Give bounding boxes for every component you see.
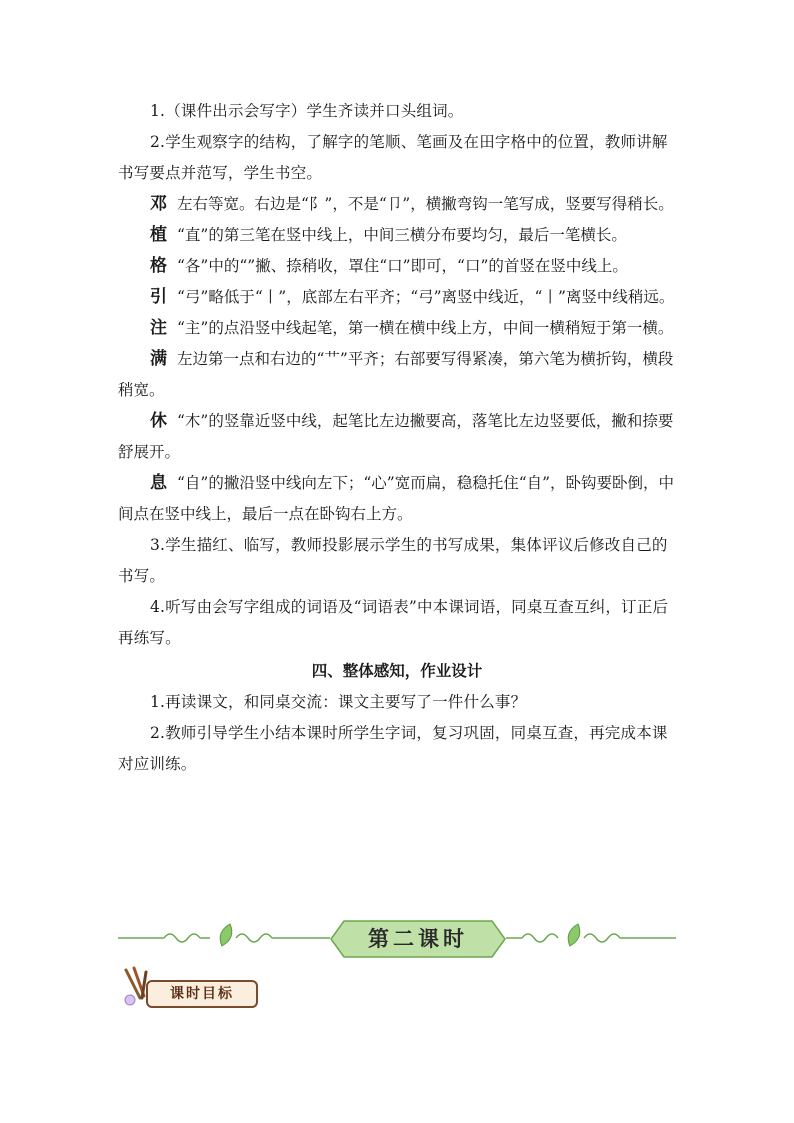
- paragraph: 1.（课件出示会写字）学生齐读并口头组词。: [150, 102, 464, 120]
- char-note: [118, 406, 676, 468]
- paragraph: 2.学生观察字的结构，了解字的笔顺、笔画及在田字格中的位置，教师讲解书写要点并范写，学生书空。: [118, 133, 668, 182]
- char-label: 息: [150, 473, 167, 493]
- char-desc: “弓”略低于“丨”，底部左右平齐；“弓”离竖中线近，“丨”离竖中线稍远。: [177, 288, 675, 306]
- document-body: [118, 96, 676, 780]
- lesson-banner: [118, 916, 676, 960]
- char-desc: 左边第一点和右边的“艹”平齐；右部要写得紧凑，第六笔为横折钩，横段稍宽。: [118, 350, 674, 399]
- char-desc: “主”的点沿竖中线起笔，第一横在横中线上方，中间一横稍短于第一横。: [177, 319, 674, 337]
- char-label: 植: [150, 225, 167, 245]
- char-note: [118, 220, 676, 251]
- char-label: 满: [150, 349, 167, 369]
- char-note: [118, 282, 676, 313]
- banner-title: 第二课时: [368, 927, 468, 951]
- paragraph: 4.听写由会写字组成的词语及“词语表”中本课词语，同桌互查互纠，订正后再练写。: [118, 598, 669, 647]
- goal-label-box: [146, 980, 258, 1008]
- char-label: 引: [150, 287, 167, 307]
- char-label: 休: [150, 411, 167, 431]
- paragraph: 1.再读课文，和同桌交流：课文主要写了一件什么事？: [150, 693, 527, 711]
- char-note: [118, 251, 676, 282]
- char-desc: “各”中的“”撇、捺稍收，罩住“口”即可，“口”的首竖在竖中线上。: [177, 257, 628, 275]
- char-desc: 左右等宽。右边是“阝”，不是“卩”，横撇弯钩一笔写成，竖要写得稍长。: [177, 195, 674, 213]
- char-desc: “木”的竖靠近竖中线，起笔比左边撇要高，落笔比左边竖要低，撇和捺要舒展开。: [118, 412, 674, 461]
- lesson-goal-header: [118, 966, 258, 1010]
- char-label: 注: [150, 318, 167, 338]
- char-label: 邓: [150, 194, 167, 214]
- banner-badge: [330, 920, 506, 958]
- goal-label: 课时目标: [170, 986, 234, 1002]
- char-desc: “自”的撇沿竖中线向左下；“心”宽而扁，稳稳托住“自”，卧钩要卧倒，中间点在竖中线上，最后一点在卧钩右上方。: [118, 474, 675, 523]
- paragraph: 2.教师引导学生小结本课时所学生字词，复习巩固，同桌互查，再完成本课对应训练。: [118, 724, 668, 773]
- char-label: 格: [150, 256, 167, 276]
- char-note: [118, 313, 676, 344]
- char-desc: “直”的第三笔在竖中线上，中间三横分布要均匀，最后一笔横长。: [177, 226, 627, 244]
- paragraph: 3.学生描红、临写，教师投影展示学生的书写成果，集体评议后修改自己的书写。: [118, 536, 668, 585]
- char-note: [118, 468, 676, 530]
- section-title: 四、整体感知，作业设计: [311, 662, 483, 680]
- char-note: [118, 344, 676, 406]
- char-note: [118, 189, 676, 220]
